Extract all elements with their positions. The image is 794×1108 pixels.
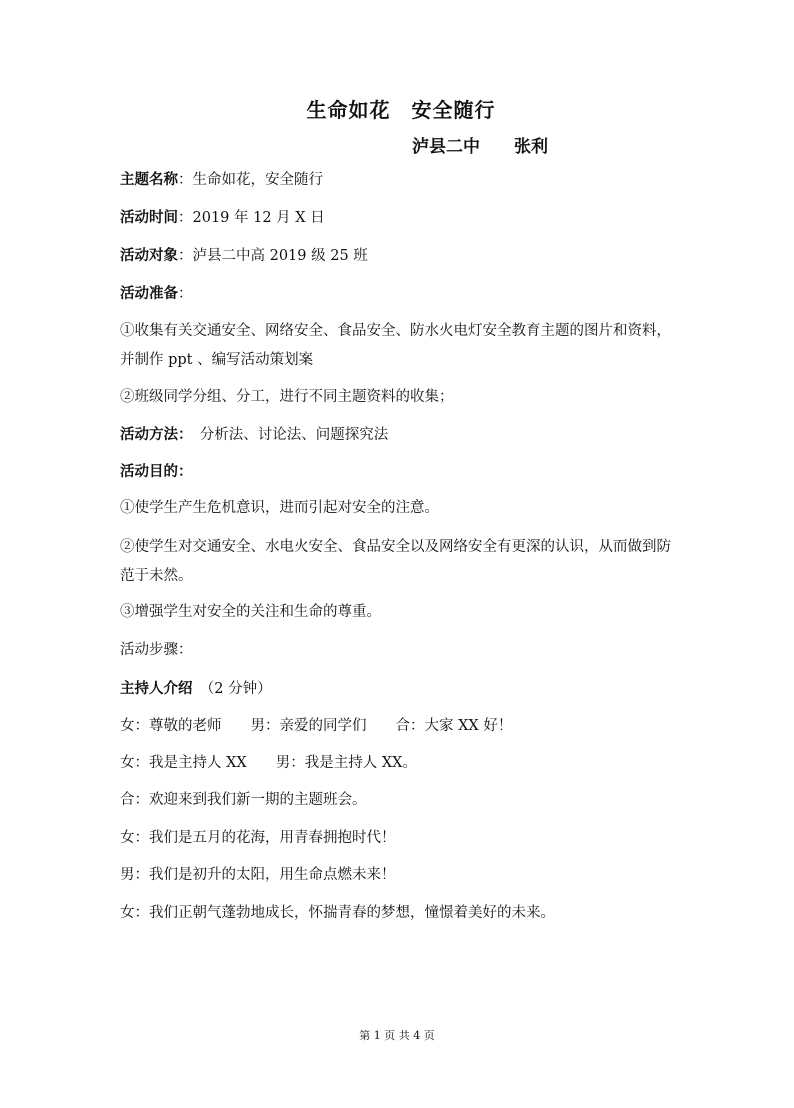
- dialogue-line: 合：欢迎来到我们新一期的主题班会。: [120, 792, 367, 808]
- document-title: 生命如花 安全随行: [306, 98, 496, 122]
- steps-label: 活动步骤：: [120, 642, 193, 658]
- page-number-footer: 第 1 页 共 4 页: [359, 1029, 435, 1042]
- method-label: 活动方法：: [120, 427, 186, 443]
- time-line: [120, 205, 680, 231]
- theme-value: ：生命如花，安全随行: [178, 172, 323, 188]
- goal-item: ①使学生产生危机意识，进而引起对安全的注意。: [120, 500, 439, 516]
- host-intro-duration: （2 分钟）: [192, 681, 272, 697]
- theme-label: 主题名称: [120, 172, 178, 188]
- goals-label: 活动目的：: [120, 464, 193, 480]
- preparation-suffix: ：: [178, 286, 193, 302]
- goals-heading: [120, 459, 680, 485]
- goal-item: ③增强学生对安全的关注和生命的尊重。: [120, 604, 381, 620]
- document-byline: 泸县二中 张利: [412, 137, 548, 157]
- target-value: ：泸县二中高 2019 级 25 班: [178, 248, 368, 264]
- dialogue-line: 女：我们正朝气蓬勃地成长，怀揣青春的梦想，憧憬着美好的未来。: [120, 905, 555, 921]
- preparation-heading: [120, 281, 680, 307]
- target-label: 活动对象: [120, 248, 178, 264]
- goal-item: ②使学生对交通安全、水电火安全、食品安全以及网络安全有更深的认识，从而做到防范于未然。: [120, 539, 671, 584]
- dialogue-line: 女：尊敬的老师 男：亲爱的同学们 合：大家 XX 好！: [120, 718, 513, 734]
- method-line: [120, 422, 680, 448]
- theme-line: [120, 167, 680, 193]
- method-value: 分析法、讨论法、问题探究法: [185, 427, 389, 443]
- preparation-label: 活动准备: [120, 286, 178, 302]
- steps-heading: [120, 637, 680, 663]
- target-line: [120, 243, 680, 269]
- time-label: 活动时间: [120, 210, 178, 226]
- dialogue-line: 男：我们是初升的太阳，用生命点燃未来！: [120, 867, 396, 883]
- dialogue-line: 女：我们是五月的花海，用青春拥抱时代！: [120, 830, 396, 846]
- dialogue-line: 女：我是主持人 XX 男：我是主持人 XX。: [120, 755, 418, 771]
- host-intro-heading: [120, 676, 680, 702]
- preparation-item: ①收集有关交通安全、网络安全、食品安全、防水火电灯安全教育主题的图片和资料，并制作 ppt 、编写活动策划案: [120, 323, 671, 368]
- time-value: ：2019 年 12 月 X 日: [178, 210, 325, 226]
- preparation-item: ②班级同学分组、分工，进行不同主题资料的收集；: [120, 389, 454, 405]
- host-intro-label: 主持人介绍: [120, 681, 193, 697]
